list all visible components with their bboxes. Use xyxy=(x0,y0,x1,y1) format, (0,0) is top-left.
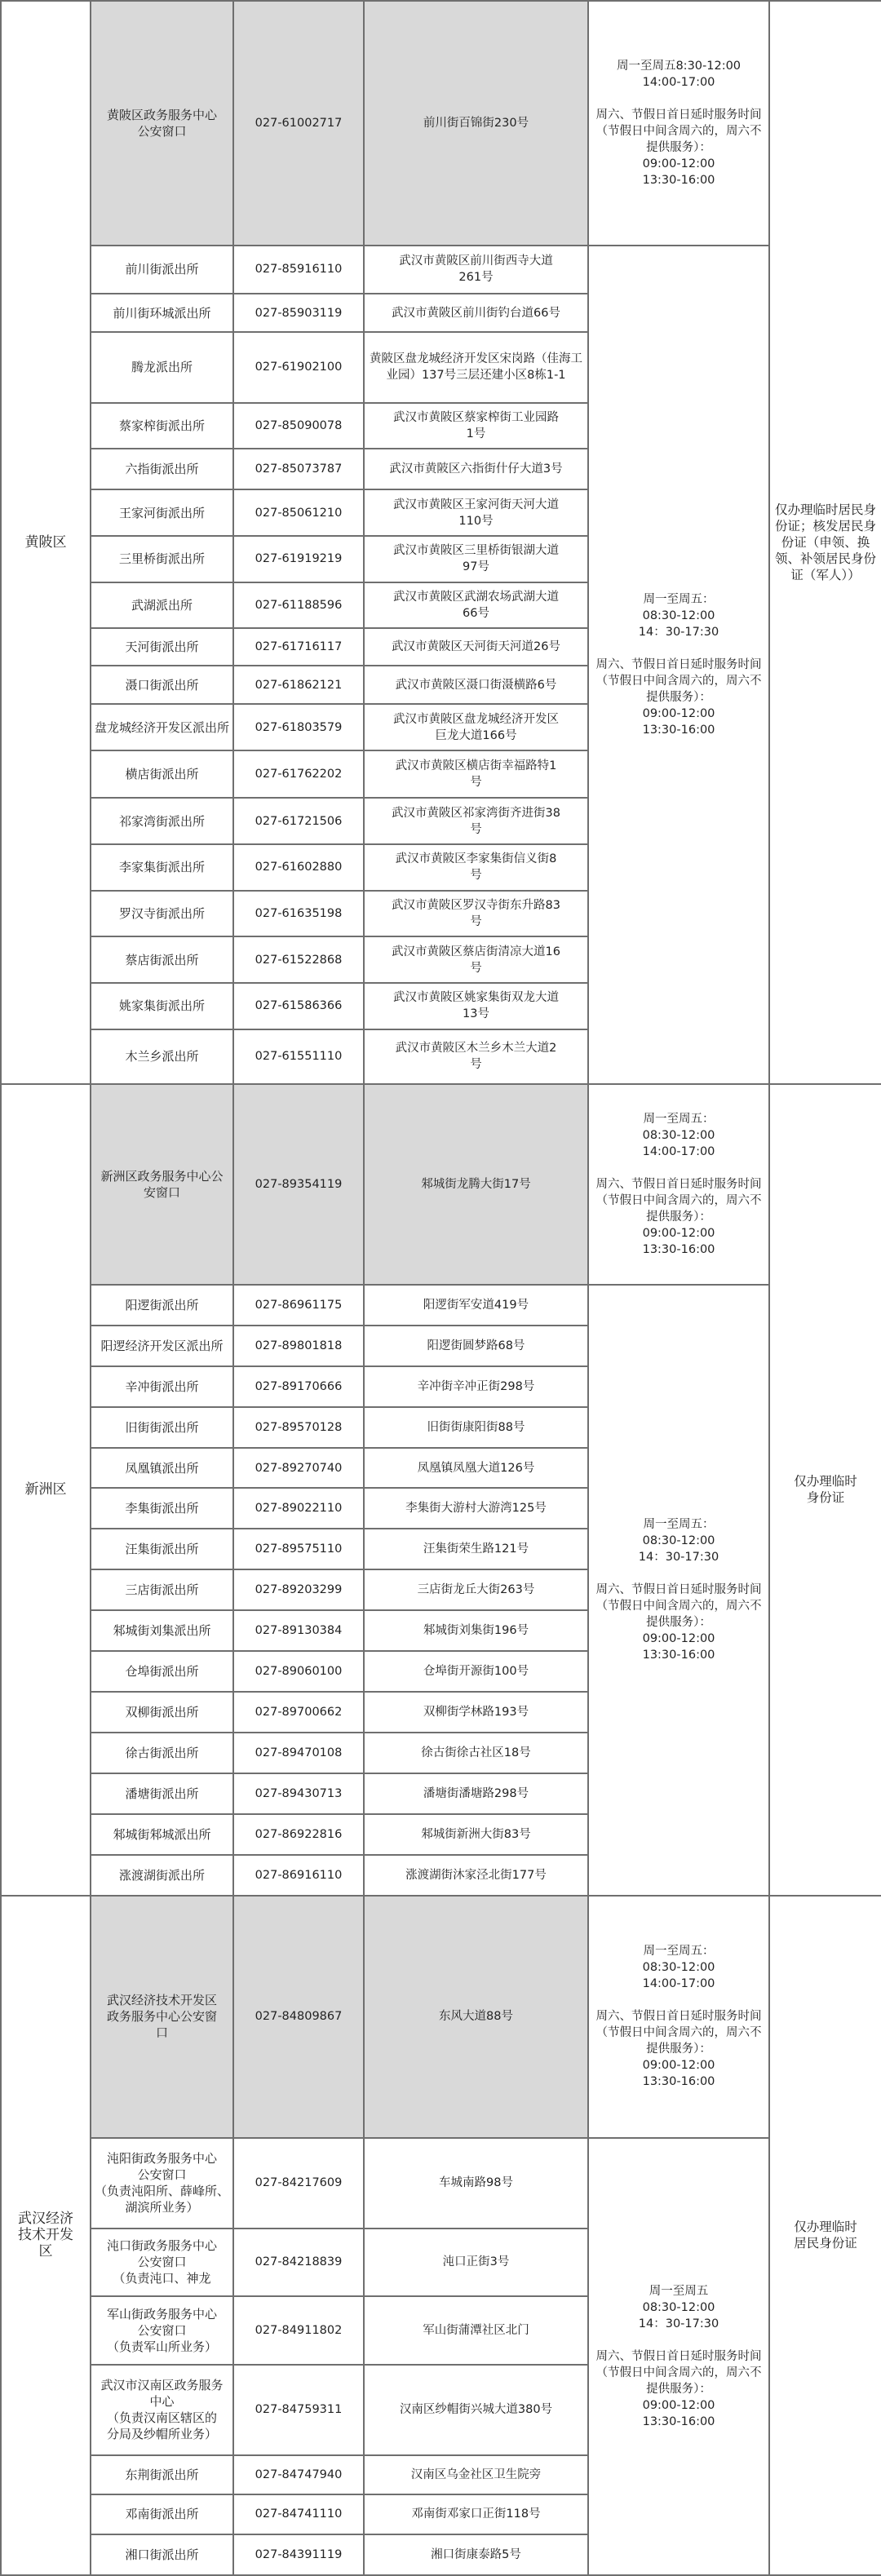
station-phone: 027-86961175 xyxy=(233,1285,364,1326)
station-address: 阳逻街圆梦路68号 xyxy=(364,1326,588,1366)
service-note: 仅办理临时居民身份证；核发居民身份证（申领、换领、补领居民身份证（军人）） xyxy=(769,1,881,1084)
station-phone: 027-89430713 xyxy=(233,1773,364,1814)
station-phone: 027-61862121 xyxy=(233,666,364,704)
station-address: 武汉市黄陂区李家集街信义街8 号 xyxy=(364,844,588,891)
station-address: 仓埠街开源街100号 xyxy=(364,1651,588,1692)
station-name: 盘龙城经济开发区派出所 xyxy=(91,704,233,750)
station-address: 黄陂区盘龙城经济开发区宋岗路（佳海工业园）137号三层还建小区8栋1-1 xyxy=(364,332,588,402)
station-phone: 027-89060100 xyxy=(233,1651,364,1692)
station-name: 潘塘街派出所 xyxy=(91,1773,233,1814)
station-name: 横店街派出所 xyxy=(91,750,233,798)
station-phone: 027-61522868 xyxy=(233,936,364,983)
station-name: 双柳街派出所 xyxy=(91,1692,233,1733)
station-name: 李集街派出所 xyxy=(91,1488,233,1529)
station-phone: 027-89270740 xyxy=(233,1448,364,1489)
station-address: 武汉市黄陂区蔡家榨街工业园路 1号 xyxy=(364,403,588,449)
district-name: 武汉经济 技术开发 区 xyxy=(1,1896,91,2575)
station-name: 汪集街派出所 xyxy=(91,1529,233,1569)
station-phone: 027-84218839 xyxy=(233,2229,364,2297)
station-phone: 027-85090078 xyxy=(233,403,364,449)
station-name: 罗汉寺街派出所 xyxy=(91,891,233,937)
station-address: 汪集街荣生路121号 xyxy=(364,1529,588,1569)
station-address: 徐古街徐古社区18号 xyxy=(364,1733,588,1773)
station-phone: 027-89170666 xyxy=(233,1366,364,1407)
station-address: 阳逻街军安道419号 xyxy=(364,1285,588,1326)
station-name: 徐古街派出所 xyxy=(91,1733,233,1773)
station-address: 武汉市黄陂区姚家集街双龙大道 13号 xyxy=(364,983,588,1029)
station-phone: 027-61762202 xyxy=(233,750,364,798)
center-row xyxy=(1,1084,881,1285)
station-phone: 027-61716117 xyxy=(233,628,364,666)
station-phone: 027-61721506 xyxy=(233,798,364,844)
station-phone: 027-89575110 xyxy=(233,1529,364,1569)
station-name: 东荆街派出所 xyxy=(91,2455,233,2495)
station-address: 武汉市黄陂区祁家湾街齐进街38 号 xyxy=(364,798,588,844)
station-phone: 027-61188596 xyxy=(233,582,364,629)
station-address: 武汉市黄陂区六指街什仔大道3号 xyxy=(364,449,588,489)
station-name: 三店街派出所 xyxy=(91,1569,233,1610)
station-phone: 027-84759311 xyxy=(233,2365,364,2455)
station-phone: 027-61635198 xyxy=(233,891,364,937)
station-address: 邓南街邓家口正街118号 xyxy=(364,2494,588,2534)
station-address: 三店街龙丘大街263号 xyxy=(364,1569,588,1610)
center-row xyxy=(1,1,881,246)
station-address: 武汉市黄陂区三里桥街银湖大道 97号 xyxy=(364,536,588,582)
station-phone: 027-61803579 xyxy=(233,704,364,750)
center-phone: 027-84809867 xyxy=(233,1896,364,2138)
station-name: 姚家集街派出所 xyxy=(91,983,233,1029)
station-address: 武汉市黄陂区横店街幸福路特1 号 xyxy=(364,750,588,798)
station-address: 邾城街刘集街196号 xyxy=(364,1610,588,1651)
station-phone: 027-61602880 xyxy=(233,844,364,891)
station-name: 武汉市汉南区政务服务 中心 （负责汉南区辖区的 分局及纱帽所业务） xyxy=(91,2365,233,2455)
station-address: 武汉市黄陂区盘龙城经济开发区 巨龙大道166号 xyxy=(364,704,588,750)
center-phone: 027-61002717 xyxy=(233,1,364,246)
station-address: 军山街蒲潭社区北门 xyxy=(364,2296,588,2365)
station-address: 邾城街新洲大街83号 xyxy=(364,1814,588,1855)
station-phone: 027-84741110 xyxy=(233,2494,364,2534)
station-address: 旧街街康阳街88号 xyxy=(364,1407,588,1448)
station-phone: 027-84391119 xyxy=(233,2534,364,2575)
center-name: 武汉经济技术开发区 政务服务中心公安窗 口 xyxy=(91,1896,233,2138)
station-name: 辛冲街派出所 xyxy=(91,1366,233,1407)
station-phone: 027-85903119 xyxy=(233,294,364,332)
station-address: 武汉市黄陂区王家河街天河大道 110号 xyxy=(364,489,588,536)
station-name: 天河街派出所 xyxy=(91,628,233,666)
stations-hours: 周一至周五 08:30-12:00 14：30-17:30 周六、节假日首日延时服务时间（节假日中间含周六的，周六不提供服务）： 09:00-12:00 13:30-16:00 xyxy=(588,2138,769,2575)
station-address: 汉南区乌金社区卫生院旁 xyxy=(364,2455,588,2495)
station-phone: 027-89801818 xyxy=(233,1326,364,1366)
station-name: 武湖派出所 xyxy=(91,582,233,629)
station-name: 沌阳街政务服务中心 公安窗口 （负责沌阳所、薛峰所、湖滨所业务） xyxy=(91,2138,233,2229)
station-phone: 027-89130384 xyxy=(233,1610,364,1651)
station-phone: 027-84217609 xyxy=(233,2138,364,2229)
station-phone: 027-61586366 xyxy=(233,983,364,1029)
station-name: 湘口街派出所 xyxy=(91,2534,233,2575)
center-phone: 027-89354119 xyxy=(233,1084,364,1285)
table-row xyxy=(1,246,881,294)
center-name: 新洲区政务服务中心公 安窗口 xyxy=(91,1084,233,1285)
station-address: 车城南路98号 xyxy=(364,2138,588,2229)
station-phone: 027-89700662 xyxy=(233,1692,364,1733)
station-address: 武汉市黄陂区前川街钓台道66号 xyxy=(364,294,588,332)
station-name: 六指街派出所 xyxy=(91,449,233,489)
center-hours: 周一至周五： 08:30-12:00 14:00-17:00 周六、节假日首日延时服务时间（节假日中间含周六的，周六不提供服务）： 09:00-12:00 13:30-16:00 xyxy=(588,1084,769,1285)
station-name: 旧街街派出所 xyxy=(91,1407,233,1448)
stations-hours: 周一至周五： 08:30-12:00 14：30-17:30 周六、节假日首日延时服务时间（节假日中间含周六的，周六不提供服务）： 09:00-12:00 13:30-16:00 xyxy=(588,246,769,1084)
station-name: 军山街政务服务中心 公安窗口 （负责军山所业务） xyxy=(91,2296,233,2365)
station-phone: 027-86922816 xyxy=(233,1814,364,1855)
station-name: 邾城街刘集派出所 xyxy=(91,1610,233,1651)
station-phone: 027-61902100 xyxy=(233,332,364,402)
station-phone: 027-89203299 xyxy=(233,1569,364,1610)
station-phone: 027-85061210 xyxy=(233,489,364,536)
station-phone: 027-85073787 xyxy=(233,449,364,489)
station-name: 祁家湾街派出所 xyxy=(91,798,233,844)
station-name: 王家河街派出所 xyxy=(91,489,233,536)
station-phone: 027-85916110 xyxy=(233,246,364,294)
station-phone: 027-89470108 xyxy=(233,1733,364,1773)
station-address: 武汉市黄陂区武湖农场武湖大道 66号 xyxy=(364,582,588,629)
center-address: 东风大道88号 xyxy=(364,1896,588,2138)
table-row xyxy=(1,2138,881,2229)
station-name: 木兰乡派出所 xyxy=(91,1029,233,1084)
center-address: 前川街百锦街230号 xyxy=(364,1,588,246)
station-address: 双柳街学林路193号 xyxy=(364,1692,588,1733)
service-note: 仅办理临时 居民身份证 xyxy=(769,1896,881,2575)
station-name: 李家集街派出所 xyxy=(91,844,233,891)
station-address: 涨渡湖街沐家泾北街177号 xyxy=(364,1855,588,1896)
station-name: 沌口街政务服务中心 公安窗口 （负责沌口、神龙 xyxy=(91,2229,233,2297)
station-phone: 027-61919219 xyxy=(233,536,364,582)
station-phone: 027-84747940 xyxy=(233,2455,364,2495)
station-address: 潘塘街潘塘路298号 xyxy=(364,1773,588,1814)
stations-hours: 周一至周五： 08:30-12:00 14：30-17:30 周六、节假日首日延时服务时间（节假日中间含周六的，周六不提供服务）： 09:00-12:00 13:30-16:00 xyxy=(588,1285,769,1896)
station-name: 蔡店街派出所 xyxy=(91,936,233,983)
station-phone: 027-89022110 xyxy=(233,1488,364,1529)
station-name: 邾城街邾城派出所 xyxy=(91,1814,233,1855)
station-name: 腾龙派出所 xyxy=(91,332,233,402)
station-address: 湘口街康泰路5号 xyxy=(364,2534,588,2575)
station-name: 涨渡湖街派出所 xyxy=(91,1855,233,1896)
station-name: 凤凰镇派出所 xyxy=(91,1448,233,1489)
station-phone: 027-84911802 xyxy=(233,2296,364,2365)
center-name: 黄陂区政务服务中心 公安窗口 xyxy=(91,1,233,246)
center-address: 邾城街龙腾大街17号 xyxy=(364,1084,588,1285)
station-address: 武汉市黄陂区罗汉寺街东升路83 号 xyxy=(364,891,588,937)
station-address: 武汉市黄陂区木兰乡木兰大道2 号 xyxy=(364,1029,588,1084)
station-name: 三里桥街派出所 xyxy=(91,536,233,582)
station-name: 滠口街派出所 xyxy=(91,666,233,704)
station-address: 武汉市黄陂区前川街西寺大道 261号 xyxy=(364,246,588,294)
station-phone: 027-86916110 xyxy=(233,1855,364,1896)
station-address: 李集街大游村大游湾125号 xyxy=(364,1488,588,1529)
table-row xyxy=(1,1285,881,1326)
station-name: 前川街环城派出所 xyxy=(91,294,233,332)
station-name: 仓埠街派出所 xyxy=(91,1651,233,1692)
station-phone: 027-89570128 xyxy=(233,1407,364,1448)
station-phone: 027-61551110 xyxy=(233,1029,364,1084)
center-hours: 周一至周五： 08:30-12:00 14:00-17:00 周六、节假日首日延时服务时间（节假日中间含周六的，周六不提供服务）： 09:00-12:00 13:30-16:00 xyxy=(588,1896,769,2138)
station-address: 武汉市黄陂区蔡店街清凉大道16 号 xyxy=(364,936,588,983)
station-address: 凤凰镇凤凰大道126号 xyxy=(364,1448,588,1489)
station-address: 沌口正街3号 xyxy=(364,2229,588,2297)
station-name: 蔡家榨街派出所 xyxy=(91,403,233,449)
station-name: 邓南街派出所 xyxy=(91,2494,233,2534)
district-name: 黄陂区 xyxy=(1,1,91,1084)
station-name: 阳逻经济开发区派出所 xyxy=(91,1326,233,1366)
center-row xyxy=(1,1896,881,2138)
service-note: 仅办理临时 身份证 xyxy=(769,1084,881,1896)
station-name: 前川街派出所 xyxy=(91,246,233,294)
station-address: 武汉市黄陂区滠口街滠横路6号 xyxy=(364,666,588,704)
center-hours: 周一至周五8:30-12:00 14:00-17:00 周六、节假日首日延时服务时间（节假日中间含周六的，周六不提供服务）： 09:00-12:00 13:30-16:00 xyxy=(588,1,769,246)
district-name: 新洲区 xyxy=(1,1084,91,1896)
station-address: 辛冲街辛冲正街298号 xyxy=(364,1366,588,1407)
station-name: 阳逻街派出所 xyxy=(91,1285,233,1326)
station-address: 武汉市黄陂区天河街天河道26号 xyxy=(364,628,588,666)
station-address: 汉南区纱帽街兴城大道380号 xyxy=(364,2365,588,2455)
